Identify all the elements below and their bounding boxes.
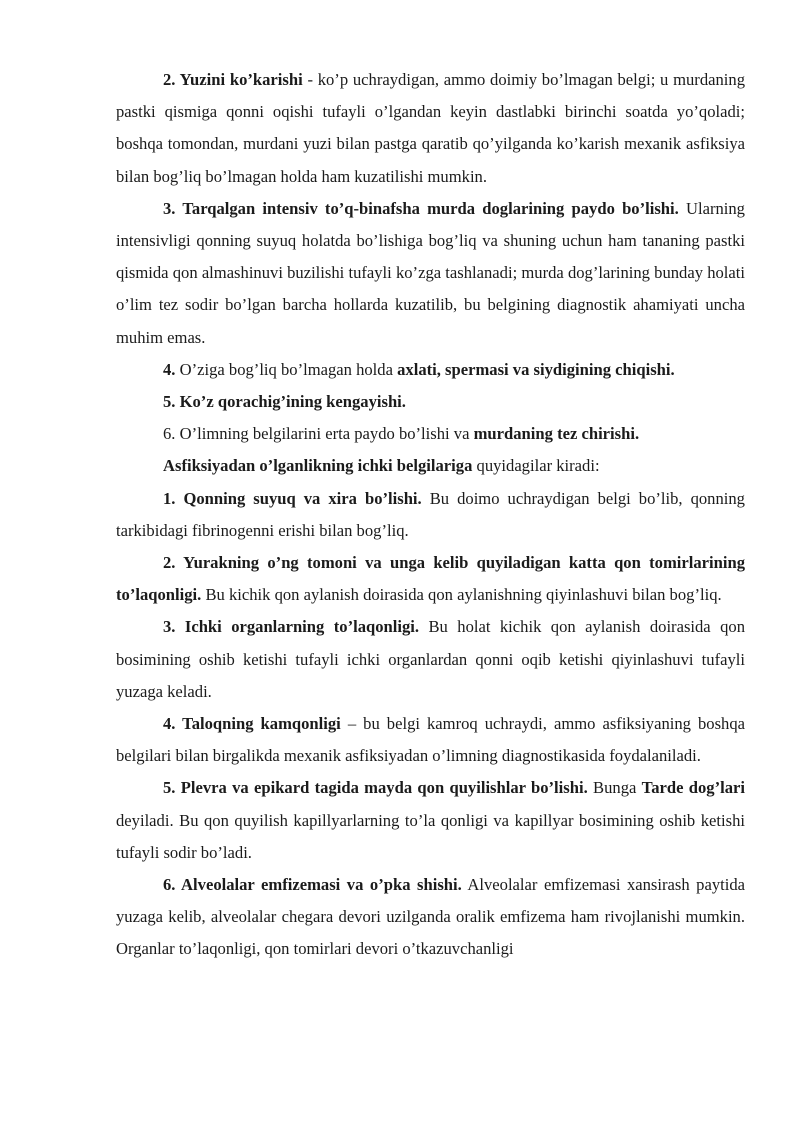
paragraph-text: Alveolalar emfizemasi xansirash paytida yuzaga kelib, alveolalar chegara devori uzilganda oralik emfizema ham rivojlanishi mumkin. Organlar to’laqonligi, qon tomirlari devori o’tkazuvchanligi	[116, 875, 746, 959]
paragraph-involuntary-discharge	[116, 354, 745, 386]
paragraph-internal-organs	[116, 611, 745, 708]
paragraph-text: Bunga	[587, 778, 642, 798]
paragraph-text: O’ziga bog’liq bo’lmagan holda	[175, 359, 398, 379]
paragraph-hemorrhages	[116, 772, 745, 869]
paragraph-liquid-blood	[116, 483, 745, 547]
paragraph-emphysema	[116, 869, 745, 966]
paragraph-text: Bu kichik qon aylanish doirasida qon aylanishning qiyinlashuvi bilan bog’liq.	[201, 585, 722, 605]
heading-face-cyanosis: 2. Yuzini ko’karishi	[163, 70, 303, 89]
paragraph-text: - ko’p uchraydigan, ammo doimiy bo’lmagan belgi; u murdaning pastki qismiga qonni oqishi tufayli o’lgandan keyin dastlabki birinchi soatda yo’qoladi; boshqa tomondan, murdani yuzi bilan pastga qaratib qo’yilganda ko’karish mexanik asfiksiya bilan bog’liq bo’lmagan holda ham kuzatilishi mumkin.	[116, 70, 745, 186]
paragraph-pupil-dilation	[116, 386, 745, 418]
heading-liquid-blood: 1. Qonning suyuq va xira bo’lishi.	[163, 488, 422, 508]
paragraph-text: Ularning intensivligi qonning suyuq holatda bo’lishiga bog’liq va shuning uchun ham tananing pastki qismida qon almashinuvi buzilishi tufayli ko’zga tashlanadi; murda dog’larining bunday holati o’lim tez sodir bo’lgan barcha hollarda kuzatilib, bu belgining diagnostik ahamiyati uncha muhim emas.	[116, 198, 745, 347]
paragraph-text: deyiladi. Bu qon quyilish kapillyarlarning to’la qonligi va kapillyar bosimining oshib ketishi tufayli sodir bo’ladi.	[116, 810, 745, 862]
paragraph-spleen-anemia	[116, 708, 745, 772]
paragraph-right-heart	[116, 547, 745, 611]
paragraph-text: Bu doimo uchraydigan belgi bo’lib, qonning tarkibidagi fibrinogenni erishi bilan bog’liq.	[116, 488, 745, 540]
paragraph-cadaveric-spots	[116, 193, 745, 354]
heading-internal-signs: Asfiksiyadan o’lganlikning ichki belgilariga	[163, 456, 473, 476]
paragraph-text: – bu belgi kamroq uchraydi, ammo asfiksiyaning boshqa belgilari bilan birgalikda mexanik asfiksiyadan o’limning diagnostikasida foydalaniladi.	[116, 714, 746, 766]
heading-internal-organs: 3. Ichki organlarning to’laqonligi.	[163, 617, 420, 637]
paragraph-text: Bu holat kichik qon aylanish doirasida qon bosimining oshib ketishi tufayli ichki organlardan qonni oqib ketishi qiyinlashuvi tufayli yuzaga keladi.	[116, 617, 745, 701]
heading-emphysema: 6. Alveolalar emfizemasi va o’pka shishi.	[163, 875, 462, 895]
paragraph-text: 6. O’limning belgilarini erta paydo bo’lishi va	[163, 424, 474, 444]
heading-hemorrhages: 5. Plevra va epikard tagida mayda qon quyilishlar bo’lishi.	[163, 778, 588, 798]
paragraph-early-decay	[116, 418, 745, 450]
heading-pupil-dilation: 5. Ko’z qorachig’ining kengayishi.	[163, 392, 406, 412]
heading-right-heart: 2. Yurakning o’ng tomoni va unga kelib quyiladigan katta qon tomirlarining to’laqonligi.	[116, 553, 745, 605]
item-number: 4.	[163, 359, 176, 379]
paragraph-text: quyidagilar kiradi:	[472, 456, 600, 476]
heading-early-decay: murdaning tez chirishi.	[473, 424, 640, 444]
heading-involuntary-discharge: axlati, spermasi va siydigining chiqishi.	[397, 359, 675, 379]
document-page	[116, 64, 745, 966]
paragraph-internal-signs-intro	[116, 450, 745, 482]
paragraph-face-cyanosis	[116, 64, 745, 193]
term-tarde-spots: Tarde dog’lari	[641, 778, 745, 798]
heading-cadaveric-spots: 3. Tarqalgan intensiv to’q-binafsha murda doglarining paydo bo’lishi.	[163, 198, 679, 218]
heading-spleen-anemia: 4. Taloqning kamqonligi	[163, 714, 341, 734]
